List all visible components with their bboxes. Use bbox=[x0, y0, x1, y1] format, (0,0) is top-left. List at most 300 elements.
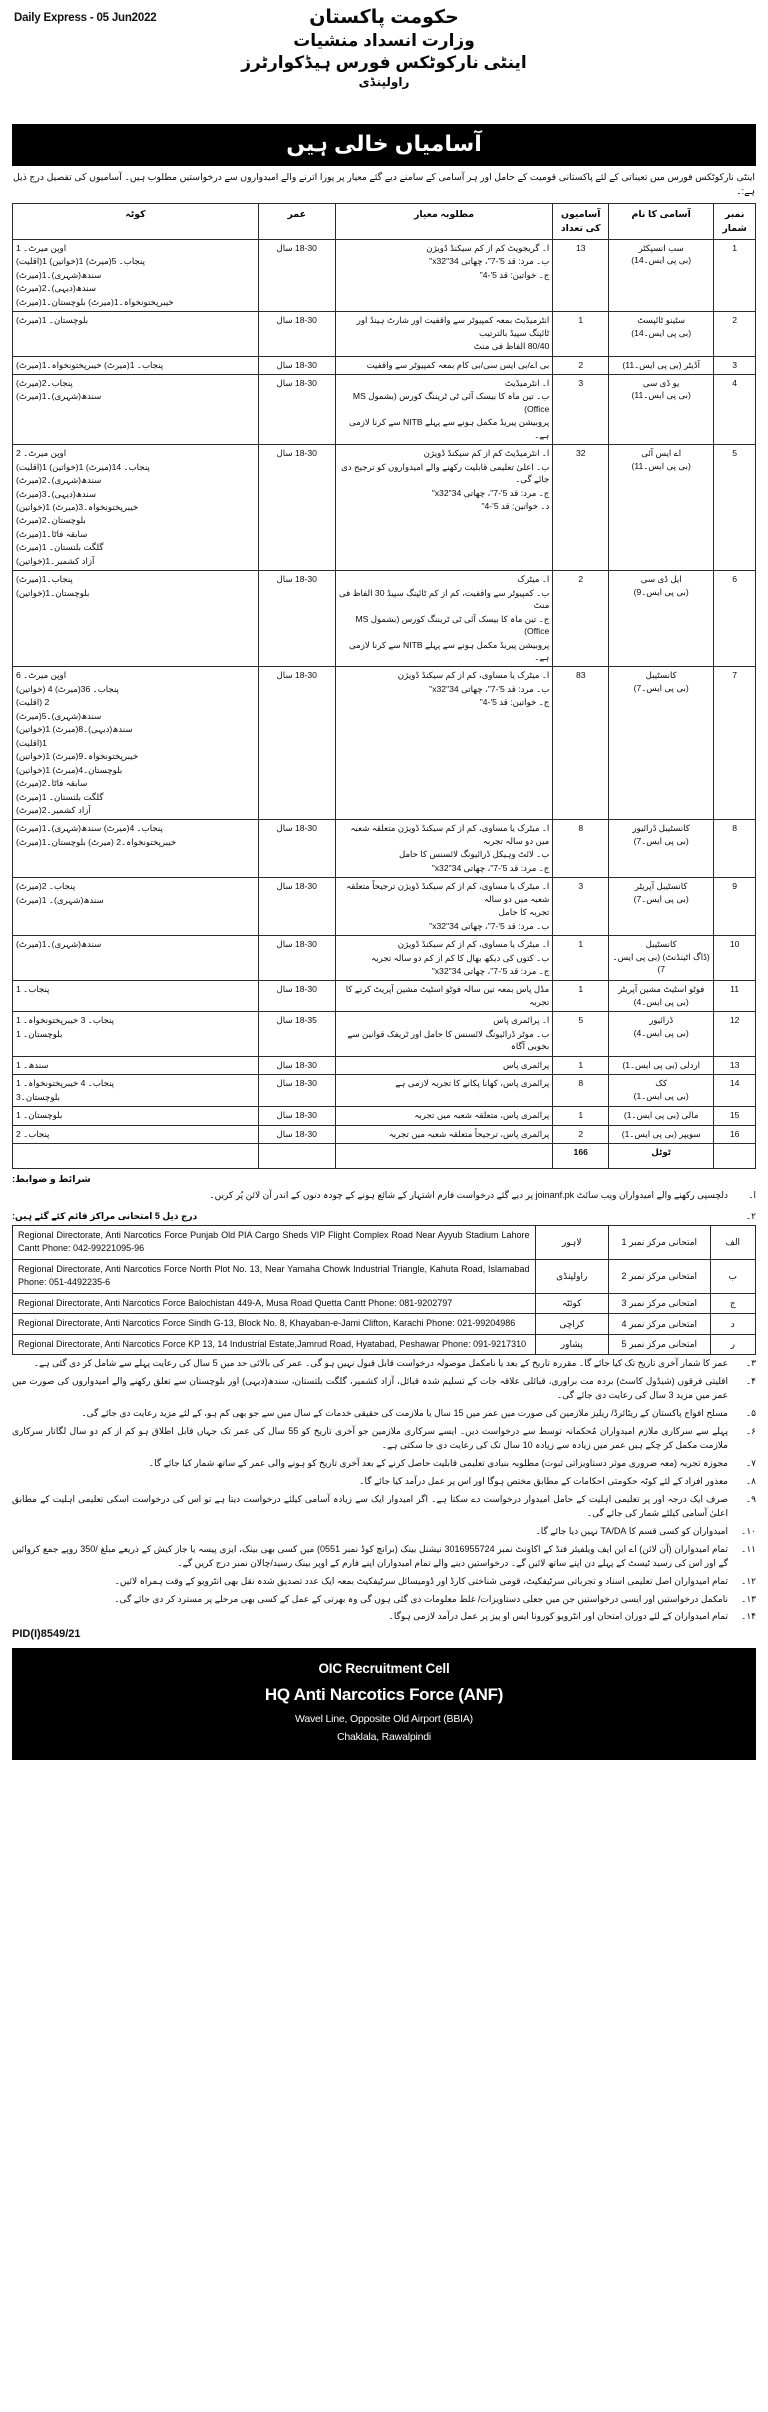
exam-center-row bbox=[13, 1293, 756, 1314]
line: اوپن میرٹ۔ 2 bbox=[16, 448, 67, 459]
column-header-age: عمر bbox=[258, 203, 335, 239]
cell-serial: 16 bbox=[714, 1125, 756, 1143]
table-row bbox=[13, 1107, 756, 1125]
cell-post-count: 1 bbox=[553, 1056, 609, 1074]
cell-post-count: 1 bbox=[553, 1107, 609, 1125]
exam-center-row bbox=[13, 1314, 756, 1335]
post-bps: (بی پی ایس۔4) bbox=[633, 996, 689, 1007]
cell-age: 18-30 سال bbox=[258, 936, 335, 981]
cell-qualification bbox=[335, 1056, 553, 1074]
cell-post-count: 3 bbox=[553, 374, 609, 444]
line: سندھ(دیہی)۔8(میرٹ) 1(خواتین) bbox=[16, 724, 133, 735]
condition-item bbox=[0, 1573, 768, 1591]
exam-centers-table bbox=[12, 1225, 756, 1356]
cell-age: 18-30 سال bbox=[258, 878, 335, 936]
line: ج۔ خواتین: قد 5'-4" bbox=[479, 697, 550, 708]
government-title: حکومت پاکستان bbox=[309, 7, 459, 28]
table-row bbox=[13, 445, 756, 571]
line: بلوچستان۔ 1 bbox=[16, 1028, 63, 1039]
line: ب۔ لائٹ وہیکل ڈرائیونگ لائسنس کا حامل bbox=[398, 849, 550, 860]
cell-quota bbox=[13, 1012, 259, 1056]
post-title: اے ایس آئی bbox=[641, 448, 682, 459]
cell-qualification bbox=[335, 1012, 553, 1056]
table-row bbox=[13, 1056, 756, 1074]
organization-title: اینٹی نارکوٹکس فورس ہیڈکوارٹرز bbox=[241, 52, 527, 72]
line: سندھ(شہری)۔1(میرٹ) bbox=[16, 939, 102, 950]
line: سندھ(شہری)۔2(میرٹ) bbox=[16, 475, 102, 486]
center-address: Regional Directorate, Anti Narcotics Force North Plot No. 13, Near Yamaha Chowk Industrial Triangle, Kahuta Road, Islamabad Phone: 051-4492235-6 bbox=[13, 1259, 536, 1293]
line: خیبرپختونخواہ۔2 (میرٹ) بلوچستان۔1(میرٹ) bbox=[16, 836, 177, 847]
cell-qualification bbox=[335, 1075, 553, 1107]
line: انٹرمیڈیٹ بمعہ کمپیوٹر سے واقفیت اور شارٹ ہینڈ اور ٹائپنگ سپیڈ بالترتیب bbox=[356, 315, 550, 338]
line: ب۔ کمپیوٹر سے واقفیت، کم از کم ٹائپنگ سپیڈ 30 الفاظ فی منٹ bbox=[338, 587, 550, 611]
condition-text: تمام امیدواران اصل تعلیمی اسناد و تجرباتی سرٹیفکیٹ، قومی شناختی کارڈ اور ڈومیسائل سرٹیفکیٹ بمعہ ایک عدد تصدیق شدہ نقل بھی انٹرویو کے وقت ہمراہ لائیں۔ bbox=[114, 1575, 728, 1586]
cell-quota bbox=[13, 1056, 259, 1074]
cell-post-count: 8 bbox=[553, 1075, 609, 1107]
exam-centers-number: ۲۔ bbox=[745, 1210, 756, 1221]
cell-serial: 9 bbox=[714, 878, 756, 936]
table-row bbox=[13, 1075, 756, 1107]
line: پنجاب۔ 36(میرٹ) 4 (خواتین) bbox=[16, 683, 119, 694]
line: ب۔ موٹر ڈرائیونگ لائسنس کا حامل اور ٹریفک قوانین سے بخوبی آگاہ bbox=[347, 1028, 550, 1052]
center-city: لاہور bbox=[535, 1225, 609, 1259]
condition-text: تمام امیدواران (آن لائن) اے این ایف ویلفیئر فنڈ کے اکاونٹ نمبر 3016955724 نیشنل بینک (برانچ کوڈ نمبر 0551) میں کسی بھی بینک، ایزی پیسہ یا جاز کیش کے ذریعے مبلغ /350 روپے جمع کروائیں گے اور اس کی رسید ٹیسٹ کے پہلے دن اپنے ساتھ لائیں گے۔ درخواستیں دینے والے تمام امیدواران اپنے فارم کے اوپر بینک رسید/چالان نمبر درج کریں گے۔ bbox=[12, 1543, 729, 1568]
column-header-qualification: مطلوبہ معیار bbox=[335, 203, 553, 239]
line: سندھ(شہری)۔ 1(میرٹ) bbox=[16, 894, 104, 905]
table-header-row bbox=[13, 203, 756, 239]
cell-post-name bbox=[609, 667, 714, 820]
cell-qualification bbox=[335, 356, 553, 374]
condition-number: ۶۔ bbox=[745, 1426, 756, 1437]
post-title: کانسٹیبل bbox=[645, 939, 677, 950]
cell-post-count: 8 bbox=[553, 820, 609, 878]
cell-serial: 13 bbox=[714, 1056, 756, 1074]
cell-quota bbox=[13, 981, 259, 1012]
center-city: کراچی bbox=[535, 1314, 609, 1335]
line: ج۔ مرد: قد 5'-7"، چھاتی 34"x32" bbox=[431, 862, 550, 873]
exam-centers-lead bbox=[0, 1205, 768, 1225]
cell-age: 18-30 سال bbox=[258, 239, 335, 311]
post-bps: (بی پی ایس۔7) bbox=[633, 682, 689, 693]
cell-serial: 1 bbox=[714, 239, 756, 311]
cell-serial: 3 bbox=[714, 356, 756, 374]
line: ب۔ مرد: قد 5'-7"، چھاتی 34"x32" bbox=[429, 920, 550, 931]
cell-qualification bbox=[335, 820, 553, 878]
cell-post-count: 2 bbox=[553, 1125, 609, 1143]
post-bps: (بی پی ایس۔9) bbox=[633, 586, 689, 597]
condition-item bbox=[0, 1541, 768, 1573]
cell-qualification bbox=[335, 667, 553, 820]
cell-total-blank-2 bbox=[335, 1143, 553, 1168]
line: اوپن میرٹ۔ 6 bbox=[16, 670, 67, 681]
cell-quota bbox=[13, 1125, 259, 1143]
center-address: Regional Directorate, Anti Narcotics Force KP 13, 14 Industrial Estate,Jamrud Road, Hyatabad, Peshawar Phone: 091-9217310 bbox=[13, 1334, 536, 1355]
pid-bar bbox=[0, 1626, 768, 1646]
post-bps: (بی پی ایس۔7) bbox=[633, 835, 689, 846]
footer-line-2: HQ Anti Narcotics Force (ANF) bbox=[264, 1685, 504, 1705]
cell-post-name bbox=[609, 571, 714, 667]
line: ا۔ انٹرمیڈیٹ bbox=[504, 377, 550, 388]
cell-total-value: 166 bbox=[553, 1143, 609, 1168]
cell-age: 18-30 سال bbox=[258, 312, 335, 356]
line: ا۔ میٹرک یا مساوی، کم از کم سیکنڈ ڈویژن متعلقہ شعبہ میں دو سالہ تجربہ bbox=[350, 823, 550, 846]
cell-serial: 10 bbox=[714, 936, 756, 981]
line: سندھ(شہری)۔5(میرٹ) bbox=[16, 710, 102, 721]
line: اوپن میرٹ۔ 1 bbox=[16, 242, 67, 253]
condition-text: امیدواران کو کسی قسم کا TA/DA نہیں دیا جائے گا۔ bbox=[535, 1525, 728, 1536]
line: خیبرپختونخواہ۔1(میرٹ) بلوچستان۔1(میرٹ) bbox=[16, 296, 174, 307]
condition-number: ۷۔ bbox=[745, 1458, 756, 1469]
table-row bbox=[13, 356, 756, 374]
condition-text: صرف ایک درجہ اور پر تعلیمی اہلیت کے حامل امیدوار درخواست دے سکتا ہے۔ اگر امیدوار ایک سے زیادہ آسامی کیلئے درخواست دیتا ہے تو اس کی درخواست اسکی تعلیمی اہلیت کے مطابق اعلیٰ آسامی کیلئے شمار کی جائے گی۔ bbox=[12, 1493, 728, 1518]
condition-text: تمام امیدواران کے لئے دوران امتحان اور انٹرویو کورونا ایس او پیز پر عمل درآمد لازمی ہوگا۔ bbox=[388, 1611, 728, 1622]
table-row bbox=[13, 936, 756, 981]
cell-total-blank-3 bbox=[258, 1143, 335, 1168]
vacancy-banner: آسامیاں خالی ہیں bbox=[12, 124, 756, 166]
condition-number: ۱۳۔ bbox=[741, 1593, 756, 1604]
cell-post-name bbox=[609, 356, 714, 374]
cell-qualification bbox=[335, 239, 553, 311]
line: پنجاب۔ 4 خیبرپختونخواہ۔ 1 bbox=[16, 1078, 115, 1089]
post-bps: (بی پی ایس۔4) bbox=[633, 1027, 689, 1038]
condition-item bbox=[0, 1405, 768, 1423]
vacancy-table bbox=[12, 203, 756, 1169]
cell-quota bbox=[13, 936, 259, 981]
cell-qualification bbox=[335, 1125, 553, 1143]
cell-qualification bbox=[335, 878, 553, 936]
cell-post-count: 2 bbox=[553, 356, 609, 374]
line: ا۔ گریجویٹ کم از کم سیکنڈ ڈویژن bbox=[426, 242, 550, 253]
line: ا۔ میٹرک bbox=[517, 574, 550, 585]
line: بلوچستان۔3 bbox=[16, 1091, 60, 1102]
post-title: اردلی (بی پی ایس۔1) bbox=[622, 1059, 701, 1070]
center-alpha: د bbox=[710, 1314, 755, 1335]
table-row bbox=[13, 1012, 756, 1056]
line: ا۔ انٹرمیڈیٹ کم از کم سیکنڈ ڈویژن bbox=[423, 448, 550, 459]
post-bps: (بی پی ایس۔11) bbox=[631, 390, 691, 401]
cell-qualification bbox=[335, 374, 553, 444]
exam-center-row bbox=[13, 1259, 756, 1293]
line: پنجاب۔ 1 bbox=[16, 984, 50, 995]
masthead bbox=[0, 0, 768, 120]
column-header-post-count: آسامیوں کی تعداد bbox=[553, 203, 609, 239]
post-title: سویپر (بی پی ایس۔1) bbox=[621, 1128, 701, 1139]
line: پرائمری پاس، کھانا پکانے کا تجربہ لازمی ہے bbox=[395, 1078, 550, 1089]
line: بلوچستان۔4(میرٹ) 1(خواتین) bbox=[16, 764, 123, 775]
condition-number: ۴۔ bbox=[745, 1376, 756, 1387]
cell-post-name bbox=[609, 312, 714, 356]
post-title: آڈیٹر (بی پی ایس۔11) bbox=[622, 359, 700, 370]
cell-post-count: 5 bbox=[553, 1012, 609, 1056]
post-title: سٹینو ٹائپسٹ bbox=[637, 315, 686, 326]
post-bps: (ڈاگ اٹینڈنٹ) (بی پی ایس۔7) bbox=[612, 951, 710, 974]
condition-text: دلچسپی رکھنے والے امیدواران ویب سائٹ joinanf.pk پر دیے گئے درخواست فارم اشتہار کے شائع ہونے کے چودہ دنوں کے اندر آن لائن پُر کریں۔ bbox=[209, 1189, 728, 1200]
cell-age: 18-30 سال bbox=[258, 667, 335, 820]
condition-number: ۱۱۔ bbox=[741, 1543, 756, 1554]
cell-age: 18-30 سال bbox=[258, 1056, 335, 1074]
condition-text: مجوزہ تجربہ (معہ ضروری موثر دستاویزاتی ثبوت) مطلوبہ بنیادی تعلیمی قابلیت حاصل کرنے کے بعد آخری تاریخ کو ہونے والی عمر کے ساتھ شمار کیا جائے گا۔ bbox=[148, 1458, 728, 1469]
exam-center-row bbox=[13, 1225, 756, 1259]
condition-text: پہلے سے سرکاری ملازم امیدواران مُحکمانہ توسط سے درخواست دیں۔ ایسے سرکاری ملازمین جو آخری تاریخ کو 55 سال کی عمر تک جہاں قابل اطلاق ہو کم از کم دو سال لگاتار سرکاری ملازمت مکمل کر چکے ہیں عمر میں زیادہ سے زیادہ 10 سال تک کی رعایت دی جا سکتی ہے۔ bbox=[12, 1426, 728, 1451]
line: پرائمری پاس، متعلقہ شعبہ میں تجربہ bbox=[414, 1110, 550, 1121]
cell-qualification bbox=[335, 1107, 553, 1125]
cell-post-name bbox=[609, 936, 714, 981]
cell-age: 18-30 سال bbox=[258, 1075, 335, 1107]
table-row bbox=[13, 981, 756, 1012]
line: ا۔ میٹرک یا مساوی، کم از کم سیکنڈ ڈویژن bbox=[397, 939, 550, 950]
post-title: یو ڈی سی bbox=[642, 377, 680, 388]
line: بلوچستان۔2(میرٹ) bbox=[16, 515, 86, 526]
cell-quota bbox=[13, 239, 259, 311]
center-address: Regional Directorate, Anti Narcotics Force Sindh G-13, Block No. 8, Khayaban-e-Jami Clifton, Karachi Phone: 021-99204986 bbox=[13, 1314, 536, 1335]
condition-number: ۱۲۔ bbox=[741, 1575, 756, 1586]
table-total-row bbox=[13, 1143, 756, 1168]
line: ب۔ مرد: قد 5'-7"، چھاتی 34"x32" bbox=[429, 683, 550, 694]
center-address: Regional Directorate, Anti Narcotics Force Punjab Old PIA Cargo Sheds VIP Flight Complex Road Near Ayyub Stadium Lahore Cantt Phone: 042-99221095-96 bbox=[13, 1225, 536, 1259]
line: 1(اقلیت) bbox=[16, 737, 47, 748]
line: پنجاب۔1(میرٹ) bbox=[16, 574, 73, 585]
line: ج۔ خواتین: قد 5'-4" bbox=[479, 269, 550, 280]
table-row bbox=[13, 820, 756, 878]
post-title: کانسٹیبل ڈرائیور bbox=[632, 823, 690, 834]
line: ا۔ میٹرک یا مساوی، کم از کم سیکنڈ ڈویژن bbox=[397, 670, 550, 681]
vacancy-table-body bbox=[13, 239, 756, 1168]
exam-centers-table-body bbox=[13, 1225, 756, 1355]
cell-serial: 15 bbox=[714, 1107, 756, 1125]
condition-item-1 bbox=[0, 1187, 768, 1205]
cell-qualification bbox=[335, 445, 553, 571]
line: ب۔ اعلیٰ تعلیمی قابلیت رکھنے والے امیدواروں کو ترجیح دی جائے گی۔ bbox=[341, 461, 550, 485]
condition-item bbox=[0, 1591, 768, 1609]
cell-qualification bbox=[335, 571, 553, 667]
cell-serial: 8 bbox=[714, 820, 756, 878]
cell-age: 18-30 سال bbox=[258, 571, 335, 667]
line: ا۔ میٹرک یا مساوی، کم از کم سیکنڈ ڈویژن ترجیحاً متعلقہ شعبہ میں دو سالہ bbox=[346, 881, 550, 904]
center-address: Regional Directorate, Anti Narcotics Force Balochistan 449-A, Musa Road Quetta Cantt Phone: 081-9202797 bbox=[13, 1293, 536, 1314]
footer-line-4: Chaklala, Rawalpindi bbox=[336, 1731, 432, 1744]
line: ب۔ کتوں کی دیکھ بھال کا کم از کم دو سالہ تجربہ bbox=[371, 952, 550, 963]
cell-age: 18-30 سال bbox=[258, 820, 335, 878]
cell-post-name bbox=[609, 1125, 714, 1143]
line: ا۔ پرائمری پاس bbox=[493, 1015, 550, 1026]
cell-total-label: ٹوٹل bbox=[609, 1143, 714, 1168]
line: ج۔ تین ماہ کا بیسک آئی ٹی ٹریننگ کورس (بشمول MS Office) bbox=[355, 613, 550, 637]
post-title: سب انسپکٹر bbox=[638, 242, 684, 253]
post-title: ایل ڈی سی bbox=[640, 574, 682, 585]
center-city: کوئٹہ bbox=[535, 1293, 609, 1314]
cell-post-count: 2 bbox=[553, 571, 609, 667]
condition-text: عمر کا شمار آخری تاریخ تک کیا جائے گا۔ مقررہ تاریخ کے بعد یا نامکمل موصولہ درخواست قابل قبول نہیں ہو گی۔ عمر کی بالائی حد میں 5 سال کی رعایت پہلے سے شامل کر دی گئی ہے۔ bbox=[33, 1358, 728, 1369]
line: گلگت بلتستان۔ 1(میرٹ) bbox=[16, 791, 104, 802]
cell-age: 18-30 سال bbox=[258, 374, 335, 444]
condition-number: ۹۔ bbox=[745, 1493, 756, 1504]
post-bps: (بی پی ایس۔1) bbox=[633, 1090, 689, 1101]
line: مڈل پاس بمعہ تین سالہ فوٹو اسٹیٹ مشین آپریٹ کرنے کا تجربہ bbox=[345, 984, 550, 1007]
table-row bbox=[13, 312, 756, 356]
cell-quota bbox=[13, 571, 259, 667]
line: پنجاب۔ 2 bbox=[16, 1128, 50, 1139]
cell-quota bbox=[13, 312, 259, 356]
line: بلوچستان۔ 1 bbox=[16, 1110, 63, 1121]
line: پروبیشن پیریڈ مکمل ہونے سے پہلے NITB سے کرنا لازمی ہے۔ bbox=[348, 417, 550, 440]
condition-number: ۱۴۔ bbox=[741, 1611, 756, 1622]
condition-item bbox=[0, 1523, 768, 1541]
line: پنجاب۔ 5(میرٹ) 1(خواتین) 1(اقلیت) bbox=[16, 256, 146, 267]
column-header-quota: کوٹہ bbox=[13, 203, 259, 239]
footer-banner bbox=[12, 1648, 756, 1760]
cell-total-blank-4 bbox=[13, 1143, 259, 1168]
line: سابقہ فاٹا۔2(میرٹ) bbox=[16, 778, 88, 789]
conditions-title: شرائط و ضوابط: bbox=[12, 1173, 91, 1185]
cell-qualification bbox=[335, 936, 553, 981]
cell-post-count: 1 bbox=[553, 936, 609, 981]
table-row bbox=[13, 878, 756, 936]
line: ب۔ مرد: قد 5'-7"، چھاتی 34"x32" bbox=[429, 256, 550, 267]
cell-post-count: 1 bbox=[553, 981, 609, 1012]
line: پنجاب۔ 2(میرٹ) bbox=[16, 881, 76, 892]
condition-item bbox=[0, 1608, 768, 1626]
cell-post-count: 13 bbox=[553, 239, 609, 311]
line: پروبیشن پیریڈ مکمل ہونے سے پہلے NITB سے کرنا لازمی ہے۔ bbox=[348, 639, 550, 663]
cell-post-count: 1 bbox=[553, 312, 609, 356]
line: بی اے/بی ایس سی/بی کام بمعہ کمپیوٹر سے واقفیت bbox=[366, 359, 550, 370]
cell-quota bbox=[13, 1075, 259, 1107]
cell-serial: 12 bbox=[714, 1012, 756, 1056]
line: پنجاب۔2(میرٹ) bbox=[16, 377, 73, 388]
cell-serial: 4 bbox=[714, 374, 756, 444]
cell-quota bbox=[13, 667, 259, 820]
line: ج۔ مرد: قد 5'-7"، چھاتی 34"x32" bbox=[431, 487, 550, 498]
condition-item bbox=[0, 1455, 768, 1473]
line: 80/40 الفاظ فی منٹ bbox=[473, 341, 550, 352]
post-title: ڈرائیور bbox=[649, 1015, 674, 1026]
cell-serial: 7 bbox=[714, 667, 756, 820]
column-header-serial: نمبر شمار bbox=[714, 203, 756, 239]
line: سندھ(دیہی)۔3(میرٹ) bbox=[16, 488, 97, 499]
line: پنجاب۔ 1(میرٹ) خیبرپختونخواہ۔1(میرٹ) bbox=[16, 359, 164, 370]
cell-serial: 14 bbox=[714, 1075, 756, 1107]
center-number: امتحانی مرکز نمبر 5 bbox=[609, 1334, 711, 1355]
cell-post-name bbox=[609, 1107, 714, 1125]
line: د۔ خواتین: قد 5'-4" bbox=[481, 501, 550, 512]
line: خیبرپختونخواہ۔3(میرٹ) 1(خواتین) bbox=[16, 502, 139, 513]
post-title: کک bbox=[655, 1078, 668, 1089]
cell-age: 18-30 سال bbox=[258, 1107, 335, 1125]
post-bps: (بی پی ایس۔11) bbox=[631, 460, 691, 471]
post-title: کانسٹیبل آپریٹر bbox=[634, 881, 688, 892]
cell-age: 18-30 سال bbox=[258, 981, 335, 1012]
cell-serial: 11 bbox=[714, 981, 756, 1012]
cell-post-name bbox=[609, 1056, 714, 1074]
footer-line-3: Wavel Line, Opposite Old Airport (BBIA) bbox=[295, 1713, 473, 1726]
center-alpha: ب bbox=[710, 1259, 755, 1293]
cell-post-name bbox=[609, 239, 714, 311]
condition-text: اقلیتی فرقوں (شیڈول کاسٹ) بردہ مت براوری، قبائلی علاقہ جات کے تسلیم شدہ قبائل، آزاد کشمیر، گلگت بلتستان، سندھ(دیہی) اور بلوچستان سے تعلق رکھنے والے امیدواروں کی صورت میں عمر میں مزید 3 سال کی رعایت دی جائے گی۔ bbox=[12, 1376, 728, 1401]
post-title: فوٹو اسٹیٹ مشین آپریٹر bbox=[617, 984, 705, 995]
center-alpha: ر bbox=[710, 1334, 755, 1355]
cell-serial: 2 bbox=[714, 312, 756, 356]
cell-age: 18-30 سال bbox=[258, 1125, 335, 1143]
line: سندھ۔ 1 bbox=[16, 1059, 49, 1070]
cell-age: 18-35 سال bbox=[258, 1012, 335, 1056]
cell-qualification bbox=[335, 312, 553, 356]
cell-quota bbox=[13, 878, 259, 936]
line: آزاد کشمیر۔2(میرٹ) bbox=[16, 805, 91, 815]
condition-text: معذور افراد کے لئے کوٹہ حکومتی احکامات کے مطابق مختص ہوگا اور اس پر عمل درآمد کیا جائے گا۔ bbox=[359, 1475, 728, 1486]
cell-quota bbox=[13, 1107, 259, 1125]
line: سندھ(دیہی)۔2(میرٹ) bbox=[16, 283, 97, 294]
post-title: مالی (بی پی ایس۔1) bbox=[623, 1110, 699, 1121]
cell-total-blank bbox=[714, 1143, 756, 1168]
condition-item bbox=[0, 1355, 768, 1373]
condition-text: نامکمل درخواستیں اور ایسی درخواستیں جن میں جعلی دستاویزات/ غلط معلومات دی گئی ہوں گی وہ بھرتی کے عمل کے کسی بھی مرحلے پر مسترد کر دی جائے گی۔ bbox=[114, 1593, 728, 1604]
cell-age: 18-30 سال bbox=[258, 356, 335, 374]
column-header-post-name: آسامی کا نام bbox=[609, 203, 714, 239]
center-number: امتحانی مرکز نمبر 1 bbox=[609, 1225, 711, 1259]
cell-post-name bbox=[609, 445, 714, 571]
cell-post-name bbox=[609, 820, 714, 878]
line: 2 (اقلیت) bbox=[16, 697, 50, 708]
center-alpha: الف bbox=[710, 1225, 755, 1259]
line: خیبرپختونخواہ۔9(میرٹ) 1(خواتین) bbox=[16, 751, 139, 762]
pid-number: PID(I)8549/21 bbox=[12, 1628, 81, 1641]
table-row bbox=[13, 1125, 756, 1143]
post-bps: (بی پی ایس۔14) bbox=[631, 327, 692, 338]
center-number: امتحانی مرکز نمبر 4 bbox=[609, 1314, 711, 1335]
condition-text: مسلح افواج پاکستان کے ریٹائرڈ/ ریلیز ملازمین کی صورت میں عمر میں 15 سال یا ملازمت کی حقیقی خدمات کے سال میں سے جو بھی کم ہو، کے لئے مزید رعایت دی جائے گی۔ bbox=[81, 1408, 728, 1419]
line: سندھ(شہری)۔1(میرٹ) bbox=[16, 269, 102, 280]
post-bps: (بی پی ایس۔7) bbox=[633, 893, 689, 904]
line: پنجاب۔ 14(میرٹ) 1(خواتین) 1(اقلیت) bbox=[16, 461, 150, 472]
condition-number: ا۔ bbox=[748, 1189, 756, 1200]
condition-item bbox=[0, 1491, 768, 1523]
footer-line-1: OIC Recruitment Cell bbox=[318, 1661, 450, 1677]
table-row bbox=[13, 571, 756, 667]
line: تجربہ کا حامل bbox=[498, 907, 550, 918]
cell-post-name bbox=[609, 1075, 714, 1107]
cell-post-count: 32 bbox=[553, 445, 609, 571]
table-row bbox=[13, 374, 756, 444]
exam-centers-text: درج ذیل 5 امتحانی مراکز قائم کئے گئے ہیں: bbox=[12, 1210, 198, 1221]
cell-serial: 5 bbox=[714, 445, 756, 571]
cell-quota bbox=[13, 356, 259, 374]
cell-qualification bbox=[335, 981, 553, 1012]
center-number: امتحانی مرکز نمبر 2 bbox=[609, 1259, 711, 1293]
line: بلوچستان۔1(خواتین) bbox=[16, 587, 90, 598]
cell-age: 18-30 سال bbox=[258, 445, 335, 571]
center-alpha: ج bbox=[710, 1293, 755, 1314]
line: پرائمری پاس bbox=[503, 1059, 550, 1070]
cell-quota bbox=[13, 820, 259, 878]
ministry-title: وزارت انسداد منشیات bbox=[293, 30, 475, 50]
condition-number: ۵۔ bbox=[745, 1408, 756, 1419]
cell-post-name bbox=[609, 374, 714, 444]
center-city: راولپنڈی bbox=[535, 1259, 609, 1293]
cell-quota bbox=[13, 374, 259, 444]
line: بلوچستان۔ 1(میرٹ) bbox=[16, 315, 89, 326]
center-number: امتحانی مرکز نمبر 3 bbox=[609, 1293, 711, 1314]
line: پنجاب۔ 4(میرٹ) سندھ(شہری)۔1(میرٹ) bbox=[16, 823, 163, 834]
condition-item bbox=[0, 1473, 768, 1491]
post-title: کانسٹیبل bbox=[645, 670, 677, 681]
line: ج۔ مرد: قد 5'-7"، چھاتی 34"x32" bbox=[431, 965, 550, 976]
line: پنجاب۔ 3 خیبرپختونخواہ۔ 1 bbox=[16, 1015, 115, 1026]
exam-center-row bbox=[13, 1334, 756, 1355]
cell-post-name bbox=[609, 981, 714, 1012]
cell-post-name bbox=[609, 878, 714, 936]
table-row bbox=[13, 667, 756, 820]
cell-post-name bbox=[609, 1012, 714, 1056]
